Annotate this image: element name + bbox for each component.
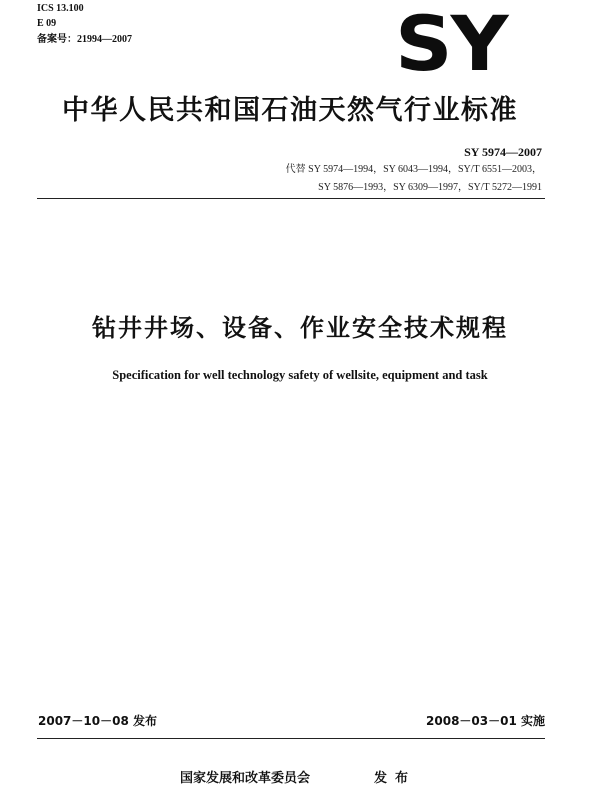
bottom-divider — [37, 738, 545, 739]
implementation-date: 2008－03－01 实施 — [426, 714, 545, 728]
issuer-name: 国家发展和改革委员会 — [180, 771, 311, 786]
sy-logo: SY — [395, 0, 507, 88]
replaces-line-2: SY 5876—1993，SY 6309—1997，SY/T 5272—1991 — [318, 182, 542, 193]
ics-code: ICS 13.100 — [37, 3, 84, 14]
record-number: 备案号：21994—2007 — [37, 34, 132, 45]
standard-category-title: 中华人民共和国石油天然气行业标准 — [62, 95, 518, 126]
issue-date: 2007－10－08 发布 — [38, 714, 157, 728]
document-title-en: Specification for well technology safety of wellsite, equipment and task — [112, 368, 488, 382]
document-title-zh: 钻井井场、设备、作业安全技术规程 — [92, 314, 508, 342]
replaces-line-1: 代替 SY 5974—1994，SY 6043—1994，SY/T 6551—2003， — [285, 164, 542, 175]
standard-number: SY 5974—2007 — [464, 145, 542, 159]
ccs-code: E 09 — [37, 18, 57, 29]
top-divider — [37, 198, 545, 199]
issuer-action: 发布 — [374, 771, 417, 786]
